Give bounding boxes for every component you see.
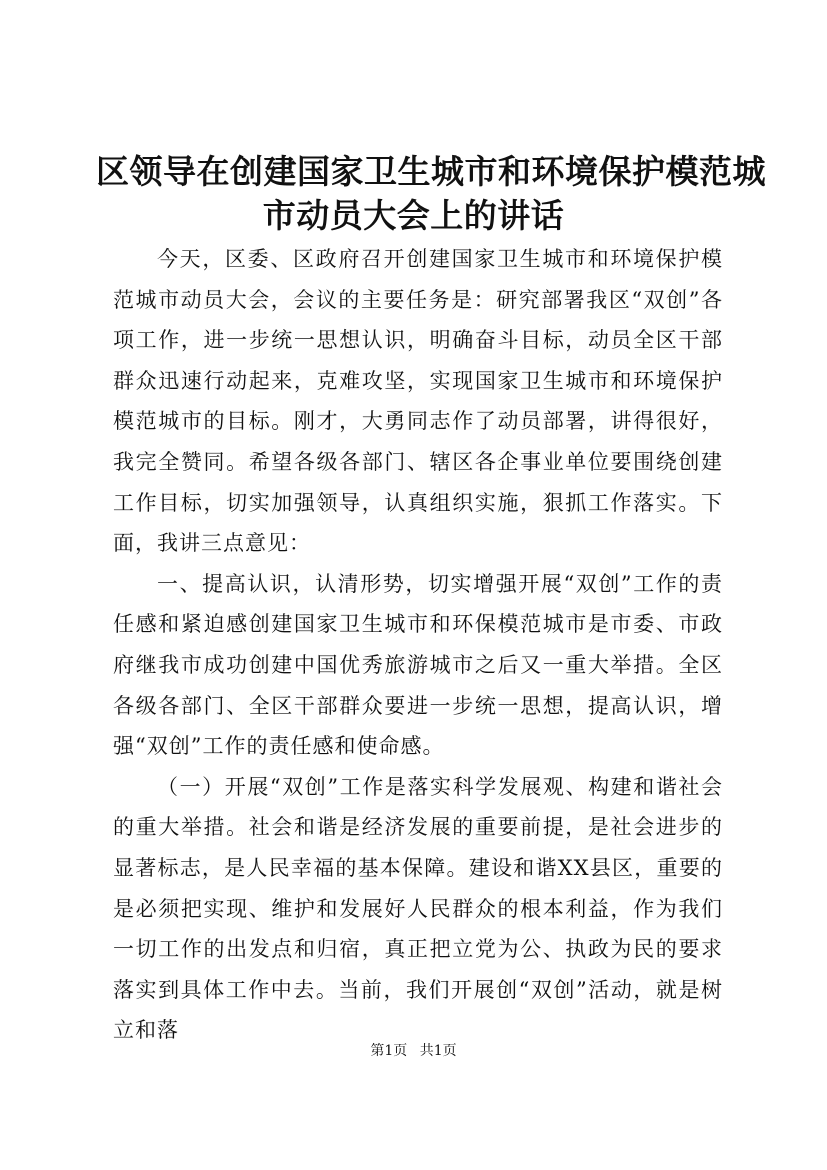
- page-total: 共1页: [419, 1043, 457, 1059]
- paragraph-intro: 今天，区委、区政府召开创建国家卫生城市和环境保护模范城市动员大会，会议的主要任务是：研究部署我区“双创”各项工作，进一步统一思想认识，明确奋斗目标，动员全区干部群众迅速行动起来，克难攻坚，实现国家卫生城市和环境保护模范城市的目标。刚才，大勇同志作了动员部署，讲得很好，我完全赞同。希望各级各部门、辖区各企事业单位要围绕创建工作目标，切实加强领导，认真组织实施，狠抓工作落实。下面，我讲三点意见：: [113, 247, 723, 556]
- page-footer: [0, 1040, 827, 1060]
- paragraph-section-1: 一、提高认识，认清形势，切实增强开展“双创”工作的责任感和紧迫感创建国家卫生城市和环保模范城市是市委、市政府继我市成功创建中国优秀旅游城市之后又一重大举措。全区各级各部门、全区干部群众要进一步统一思想，提高认识，增强“双创”工作的责任感和使命感。: [113, 571, 723, 759]
- title-line-1: 区领导在创建国家卫生城市和环境保护模范城: [96, 152, 766, 191]
- document-title: [96, 150, 766, 238]
- title-line-2: 市动员大会上的讲话: [262, 196, 565, 235]
- document-body: [113, 239, 723, 1051]
- page-number: 第1页: [370, 1043, 408, 1059]
- paragraph-subsection-1: （一）开展“双创”工作是落实科学发展观、构建和谐社会的重大举措。社会和谐是经济发展的重要前提，是社会进步的显著标志，是人民幸福的基本保障。建设和谐XX县区，重要的是必须把实现、维护和发展好人民群众的根本利益，作为我们一切工作的出发点和归宿，真正把立党为公、执政为民的要求落实到具体工作中去。当前，我们开展创“双创”活动，就是树立和落: [113, 774, 723, 1043]
